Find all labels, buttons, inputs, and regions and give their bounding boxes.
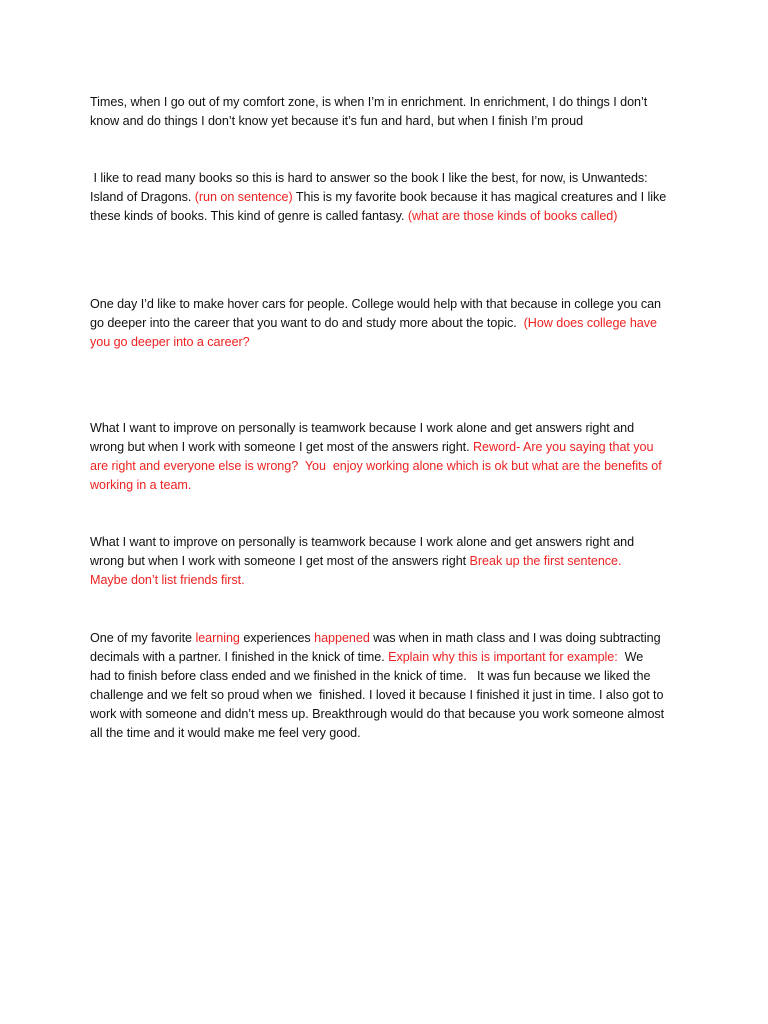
text-run: wrong but when I work with someone I get most of the answers right (90, 554, 470, 568)
text-run: was when in math class and I was doing subtracting (369, 631, 661, 645)
text-run: go deeper into the career that you want to do and study more about the topic. (90, 316, 524, 330)
teacher-comment: Explain why this is important for example: (388, 650, 618, 664)
text-run: all the time and it would make me feel very good. (90, 726, 361, 740)
text-line (90, 169, 690, 188)
paragraph-teamwork-1 (90, 419, 690, 495)
text-line (90, 686, 690, 705)
text-run: One of my favorite (90, 631, 196, 645)
text-line (90, 533, 690, 552)
text-line (90, 207, 690, 226)
paragraph-learning-experience (90, 629, 690, 743)
text-run: This is my favorite book because it has magical creatures and I like (292, 190, 667, 204)
teacher-comment: (run on sentence) (194, 190, 293, 204)
teacher-comment: happened (314, 631, 370, 645)
paragraph-teamwork-2 (90, 533, 690, 590)
text-run: One day I’d like to make hover cars for people. College would help with that because in college you can (90, 297, 662, 311)
text-line (90, 552, 690, 571)
text-line (90, 629, 690, 648)
text-line (90, 571, 690, 590)
teacher-comment: Maybe don’t list friends first. (90, 573, 245, 587)
text-line (90, 93, 690, 112)
text-run: wrong but when I work with someone I get most of the answers right. (90, 440, 473, 454)
text-run: know and do things I don’t know yet because it’s fun and hard, but when I finish I’m proud (90, 114, 584, 128)
text-run: Times, when I go out of my comfort zone, is when I’m in enrichment. In enrichment, I do things I don’t (90, 95, 648, 109)
text-line (90, 724, 690, 743)
text-run: work with someone and didn’t mess up. Breakthrough would do that because you work someone almost (90, 707, 665, 721)
teacher-comment: are right and everyone else is wrong? You enjoy working alone which is ok but what are the benefits of (90, 459, 662, 473)
teacher-comment: (How does college have (523, 316, 657, 330)
text-run: these kinds of books. This kind of genre is called fantasy. (90, 209, 408, 223)
text-run: I like to read many books so this is hard to answer so the book I like the best, for now, is Unwanteds: (90, 171, 648, 185)
teacher-comment: Break up the first sentence. (469, 554, 622, 568)
text-run: challenge and we felt so proud when we finished. I loved it because I finished it just in time. I also got to (90, 688, 664, 702)
paragraph-hover-cars (90, 295, 690, 352)
text-run: We (617, 650, 644, 664)
text-line (90, 667, 690, 686)
text-run: had to finish before class ended and we finished in the knick of time. It was fun because we liked the (90, 669, 651, 683)
teacher-comment: Reword- Are you saying that you (473, 440, 654, 454)
teacher-comment: learning (195, 631, 240, 645)
text-line (90, 419, 690, 438)
paragraph-comfort-zone (90, 93, 690, 131)
text-run: experiences (239, 631, 315, 645)
text-line (90, 112, 690, 131)
text-line (90, 314, 690, 333)
text-line (90, 295, 690, 314)
teacher-comment: (what are those kinds of books called) (407, 209, 618, 223)
text-run: decimals with a partner. I finished in the knick of time. (90, 650, 389, 664)
teacher-comment: working in a team. (90, 478, 192, 492)
text-run: What I want to improve on personally is teamwork because I work alone and get answers right and (90, 421, 635, 435)
paragraph-favorite-book (90, 169, 690, 226)
text-line (90, 188, 690, 207)
text-run: Island of Dragons. (90, 190, 195, 204)
text-line (90, 648, 690, 667)
text-line (90, 438, 690, 457)
text-run: What I want to improve on personally is teamwork because I work alone and get answers right and (90, 535, 635, 549)
text-line (90, 457, 690, 476)
text-line (90, 333, 690, 352)
teacher-comment: you go deeper into a career? (90, 335, 250, 349)
text-line (90, 476, 690, 495)
text-line (90, 705, 690, 724)
